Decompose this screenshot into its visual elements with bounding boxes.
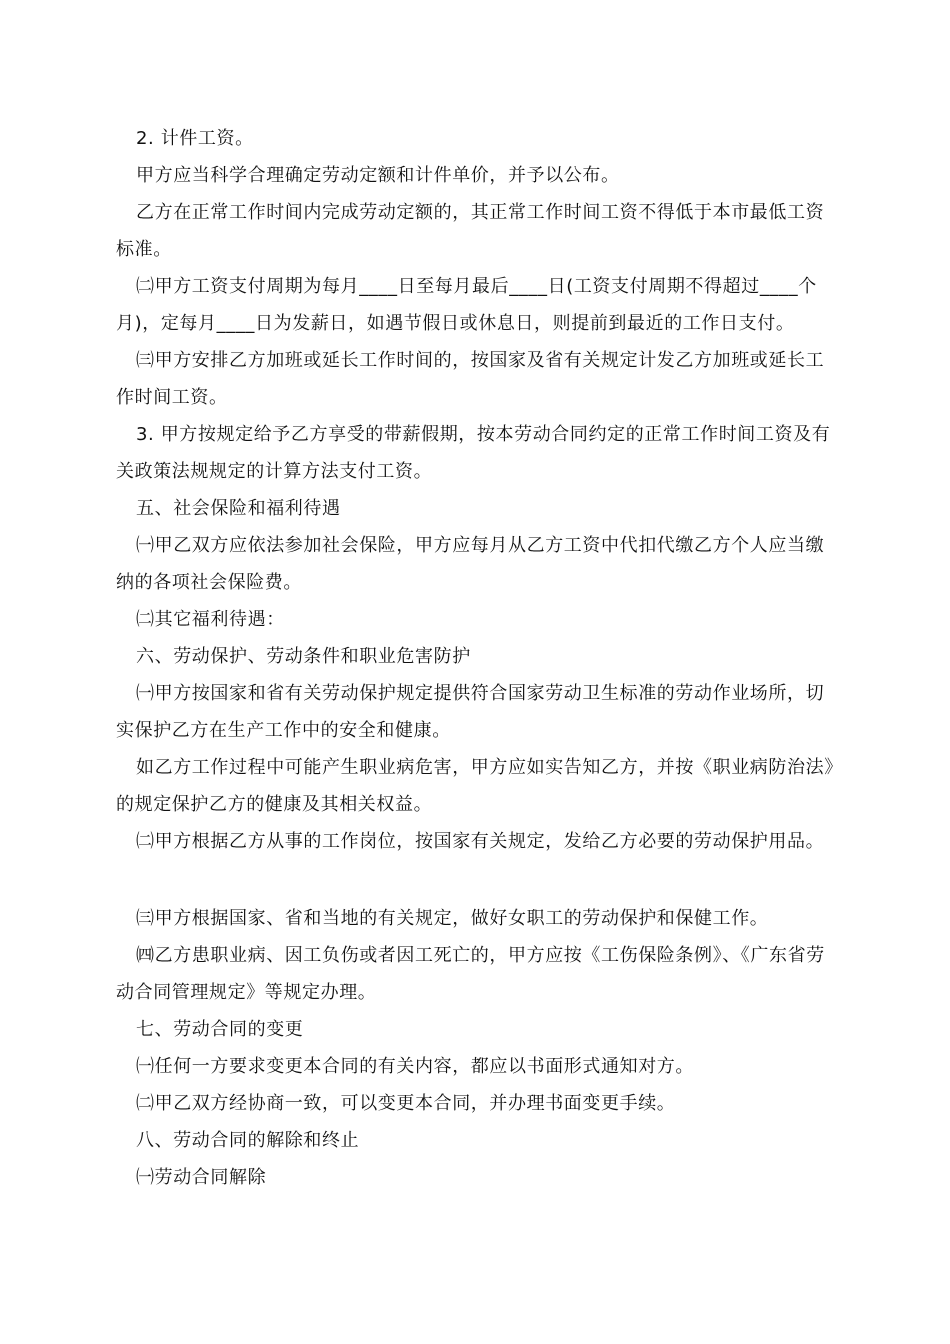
paragraph-overtime-pay: ㈢甲方安排乙方加班或延长工作时间的，按国家及省有关规定计发乙方加班或延长工作时间工资。 xyxy=(116,350,825,408)
paragraph-protective-equipment: ㈡甲方根据乙方从事的工作岗位，按国家有关规定，发给乙方必要的劳动保护用品。 xyxy=(136,831,825,852)
paragraph-paid-leave: 3. 甲方按规定给予乙方享受的带薪假期，按本劳动合同约定的正常工作时间工资及有关政策法规规定的计算方法支付工资。 xyxy=(116,424,831,482)
paragraph-written-notice: ㈠任何一方要求变更本合同的有关内容，都应以书面形式通知对方。 xyxy=(136,1056,694,1077)
paragraph-occupational-disease: 如乙方工作过程中可能产生职业病危害，甲方应如实告知乙方，并按《职业病防治法》的规定保护乙方的健康及其相关权益。 xyxy=(116,757,834,815)
paragraph-piece-wage-heading: 2. 计件工资。 xyxy=(136,128,254,149)
section-heading-labor-protection: 六、劳动保护、劳动条件和职业危害防护 xyxy=(136,646,471,667)
paragraph-other-benefits: ㈡其它福利待遇： xyxy=(136,609,285,630)
section-heading-termination: 八、劳动合同的解除和终止 xyxy=(136,1130,360,1151)
paragraph-work-injury: ㈣乙方患职业病、因工负伤或者因工死亡的，甲方应按《工伤保险条例》、《广东省劳动合同管理规定》等规定办理。 xyxy=(116,945,825,1003)
paragraph-workplace-standards: ㈠甲方按国家和省有关劳动保护规定提供符合国家劳动卫生标准的劳动作业场所，切实保护乙方在生产工作中的安全和健康。 xyxy=(116,683,825,741)
paragraph-piece-rate-publish: 甲方应当科学合理确定劳动定额和计件单价，并予以公布。 xyxy=(136,165,620,186)
section-heading-social-insurance: 五、社会保险和福利待遇 xyxy=(136,498,341,519)
paragraph-social-insurance: ㈠甲乙双方应依法参加社会保险，甲方应每月从乙方工资中代扣代缴乙方个人应当缴纳的各项社会保险费。 xyxy=(116,535,825,593)
section-heading-contract-change: 七、劳动合同的变更 xyxy=(136,1019,304,1040)
paragraph-min-wage: 乙方在正常工作时间内完成劳动定额的，其正常工作时间工资不得低于本市最低工资标准。 xyxy=(116,202,825,260)
paragraph-contract-dissolution: ㈠劳动合同解除 xyxy=(136,1167,267,1188)
paragraph-pay-cycle: ㈡甲方工资支付周期为每月____日至每月最后____日(工资支付周期不得超过____个月)，定每月____日为发薪日，如遇节假日或休息日，则提前到最近的工作日支付。 xyxy=(116,276,817,334)
paragraph-mutual-change: ㈡甲乙双方经协商一致，可以变更本合同，并办理书面变更手续。 xyxy=(136,1093,676,1114)
paragraph-female-workers: ㈢甲方根据国家、省和当地的有关规定，做好女职工的劳动保护和保健工作。 xyxy=(136,908,769,929)
